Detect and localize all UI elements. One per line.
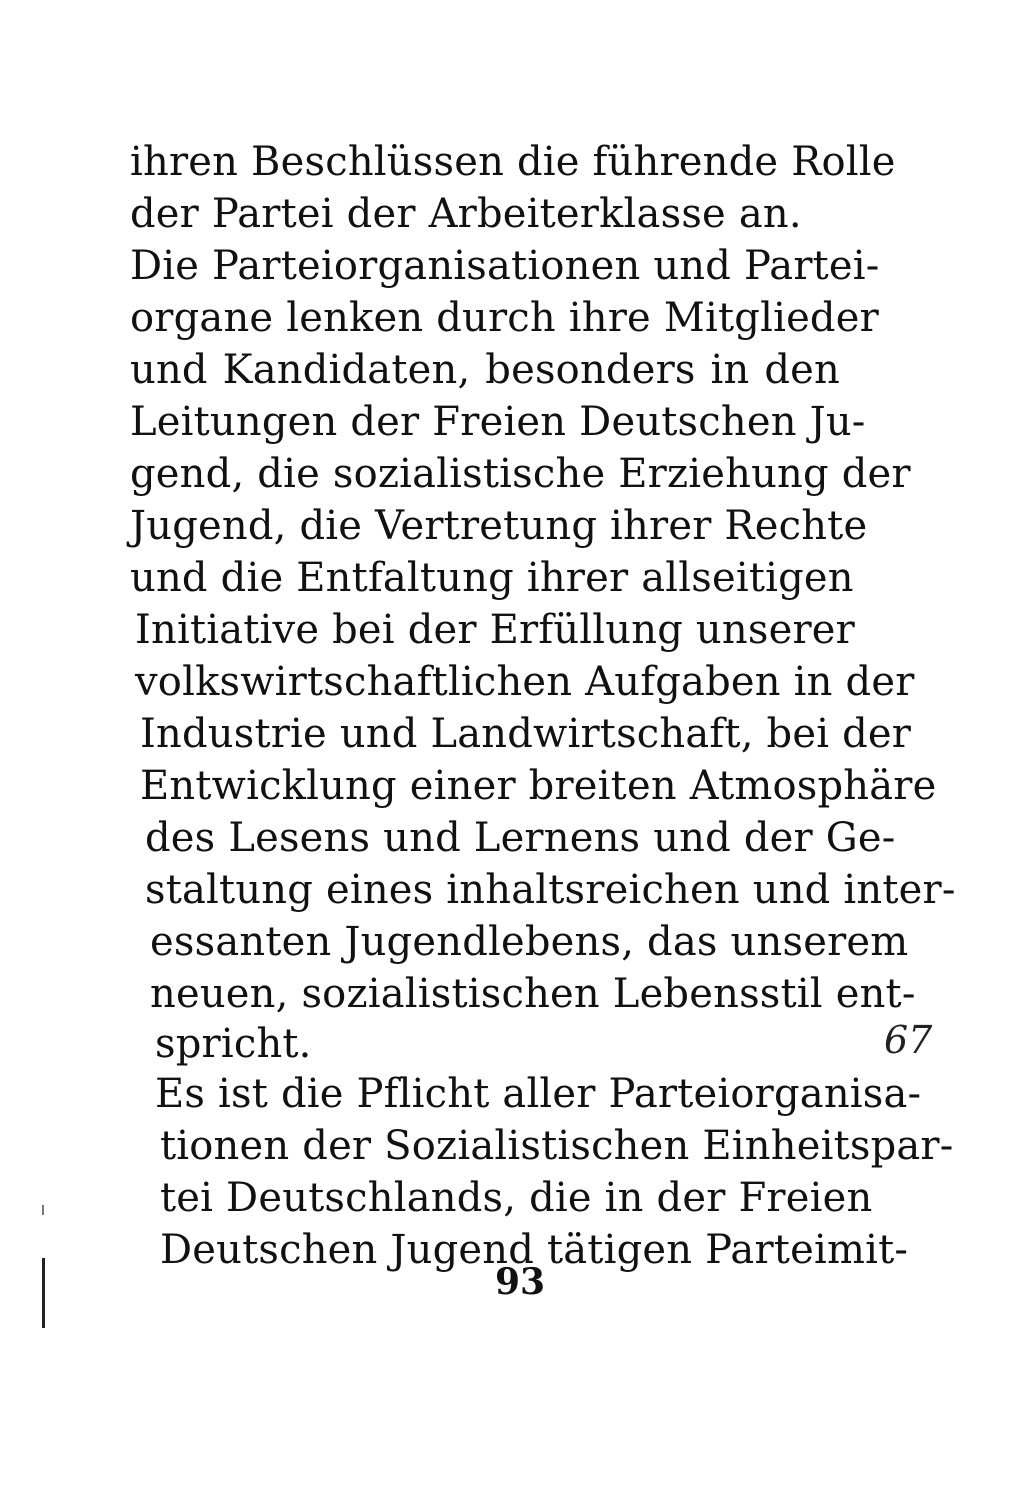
text-line: und Kandidaten, besonders in den — [130, 347, 840, 393]
text-line: staltung eines inhaltsreichen und inter- — [145, 867, 956, 913]
text-line: volkswirtschaftlichen Aufgaben in der — [135, 659, 915, 705]
text-line: Entwicklung einer breiten Atmosphäre — [140, 763, 937, 809]
text-line: Jugend, die Vertretung ihrer Rechte — [130, 503, 868, 549]
text-line: tei Deutschlands, die in der Freien — [160, 1175, 873, 1221]
text-line: und die Entfaltung ihrer allseitigen — [130, 555, 854, 601]
scan-mark — [42, 1258, 45, 1328]
margin-note: 67 — [884, 1018, 933, 1062]
text-line: Es ist die Pflicht aller Parteiorganisa- — [155, 1071, 922, 1117]
text-line: Leitungen der Freien Deutschen Ju- — [130, 399, 866, 445]
text-line: des Lesens und Lernens und der Ge- — [145, 815, 896, 861]
text-line: spricht. — [155, 1021, 312, 1067]
text-line: Die Parteiorganisationen und Partei- — [130, 243, 880, 289]
text-line: neuen, sozialistischen Lebensstil ent- — [150, 971, 916, 1017]
text-line: gend, die sozialistische Erziehung der — [130, 451, 911, 497]
text-line: Deutschen Jugend tätigen Parteimit- — [160, 1227, 909, 1273]
page-number: 93 — [494, 1261, 546, 1303]
text-line: Initiative bei der Erfüllung unserer — [135, 607, 855, 653]
text-line: organe lenken durch ihre Mitglieder — [130, 295, 879, 341]
text-line: tionen der Sozialistischen Einheitspar- — [160, 1123, 954, 1169]
text-line: ihren Beschlüssen die führende Rolle — [130, 139, 896, 185]
scan-mark — [42, 1205, 44, 1215]
text-line: essanten Jugendlebens, das unserem — [150, 919, 909, 965]
text-line: Industrie und Landwirtschaft, bei der — [140, 711, 912, 757]
text-line: der Partei der Arbeiterklasse an. — [130, 191, 802, 237]
